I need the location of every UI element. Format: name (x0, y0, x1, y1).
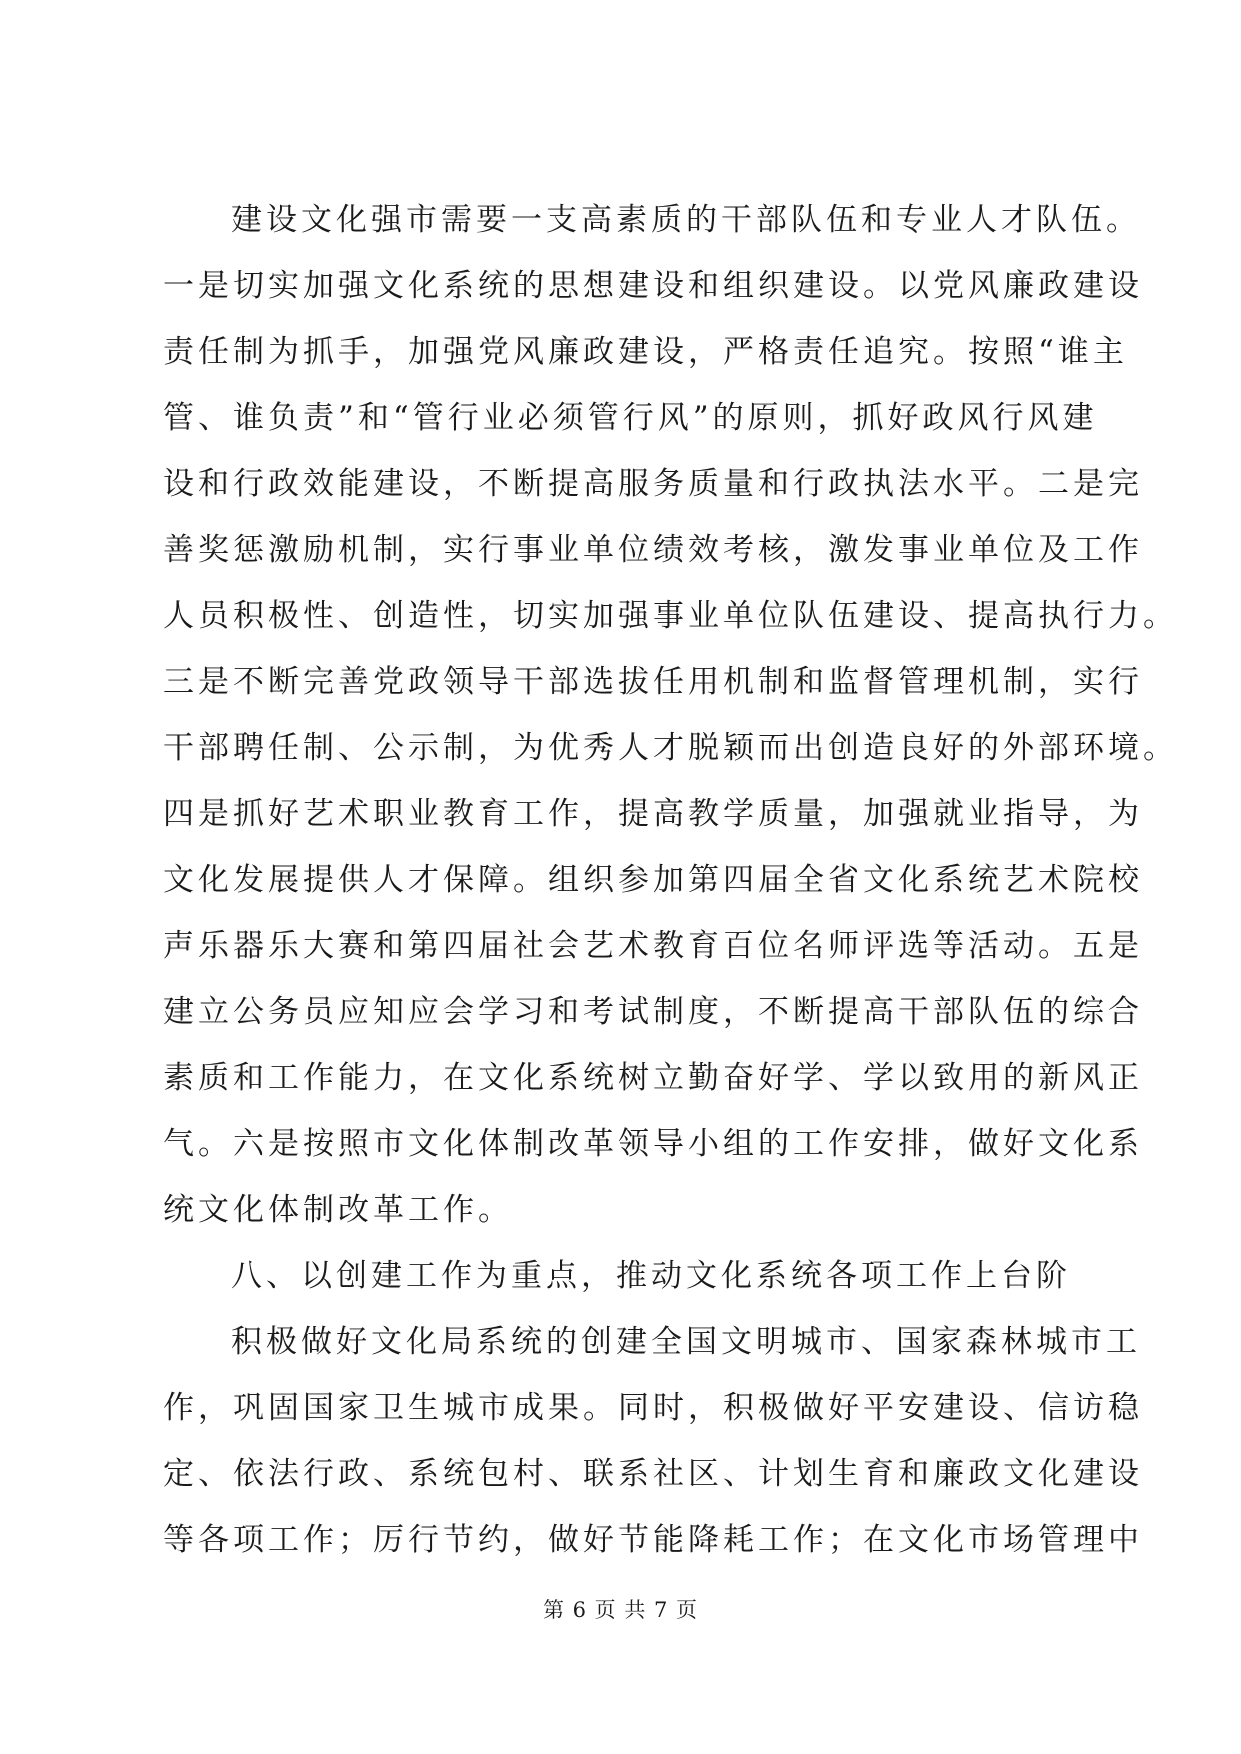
paragraph-1-line-14: 素质和工作能力，在文化系统树立勤奋好学、学以致用的新风正 (163, 1060, 1143, 1096)
paragraph-1-line-4: 管、谁负责”和“管行业必须管行风”的原则，抓好政风行风建 (163, 400, 1098, 436)
paragraph-2-line-2: 作，巩固国家卫生城市成果。同时，积极做好平安建设、信访稳 (163, 1390, 1143, 1426)
paragraph-2-line-3: 定、依法行政、系统包村、联系社区、计划生育和廉政文化建设 (163, 1456, 1143, 1492)
paragraph-1-line-13: 建立公务员应知应会学习和考试制度，不断提高干部队伍的综合 (163, 994, 1143, 1030)
paragraph-1-line-6: 善奖惩激励机制，实行事业单位绩效考核，激发事业单位及工作 (163, 532, 1143, 568)
paragraph-1-line-5: 设和行政效能建设，不断提高服务质量和行政执法水平。二是完 (163, 466, 1143, 502)
page-footer: 第 6 页 共 7 页 (542, 1598, 699, 1622)
section-heading: 八、以创建工作为重点，推动文化系统各项工作上台阶 (231, 1258, 1071, 1294)
paragraph-1-line-8: 三是不断完善党政领导干部选拔任用机制和监督管理机制，实行 (163, 664, 1143, 700)
paragraph-2-line-1: 积极做好文化局系统的创建全国文明城市、国家森林城市工 (231, 1324, 1141, 1360)
paragraph-1-line-9: 干部聘任制、公示制，为优秀人才脱颖而出创造良好的外部环境。 (163, 730, 1178, 766)
paragraph-1-line-12: 声乐器乐大赛和第四届社会艺术教育百位名师评选等活动。五是 (163, 928, 1143, 964)
paragraph-1-line-7: 人员积极性、创造性，切实加强事业单位队伍建设、提高执行力。 (163, 598, 1178, 634)
paragraph-1-line-2: 一是切实加强文化系统的思想建设和组织建设。以党风廉政建设 (163, 268, 1143, 304)
paragraph-1-line-16: 统文化体制改革工作。 (163, 1192, 513, 1228)
paragraph-1-line-3: 责任制为抓手，加强党风廉政建设，严格责任追究。按照“谁主 (163, 334, 1128, 370)
paragraph-1-line-15: 气。六是按照市文化体制改革领导小组的工作安排，做好文化系 (163, 1126, 1143, 1162)
paragraph-1-line-11: 文化发展提供人才保障。组织参加第四届全省文化系统艺术院校 (163, 862, 1143, 898)
paragraph-1-line-1: 建设文化强市需要一支高素质的干部队伍和专业人才队伍。 (231, 202, 1141, 238)
paragraph-2-line-4: 等各项工作；厉行节约，做好节能降耗工作；在文化市场管理中 (163, 1522, 1143, 1558)
paragraph-1-line-10: 四是抓好艺术职业教育工作，提高教学质量，加强就业指导，为 (163, 796, 1143, 832)
